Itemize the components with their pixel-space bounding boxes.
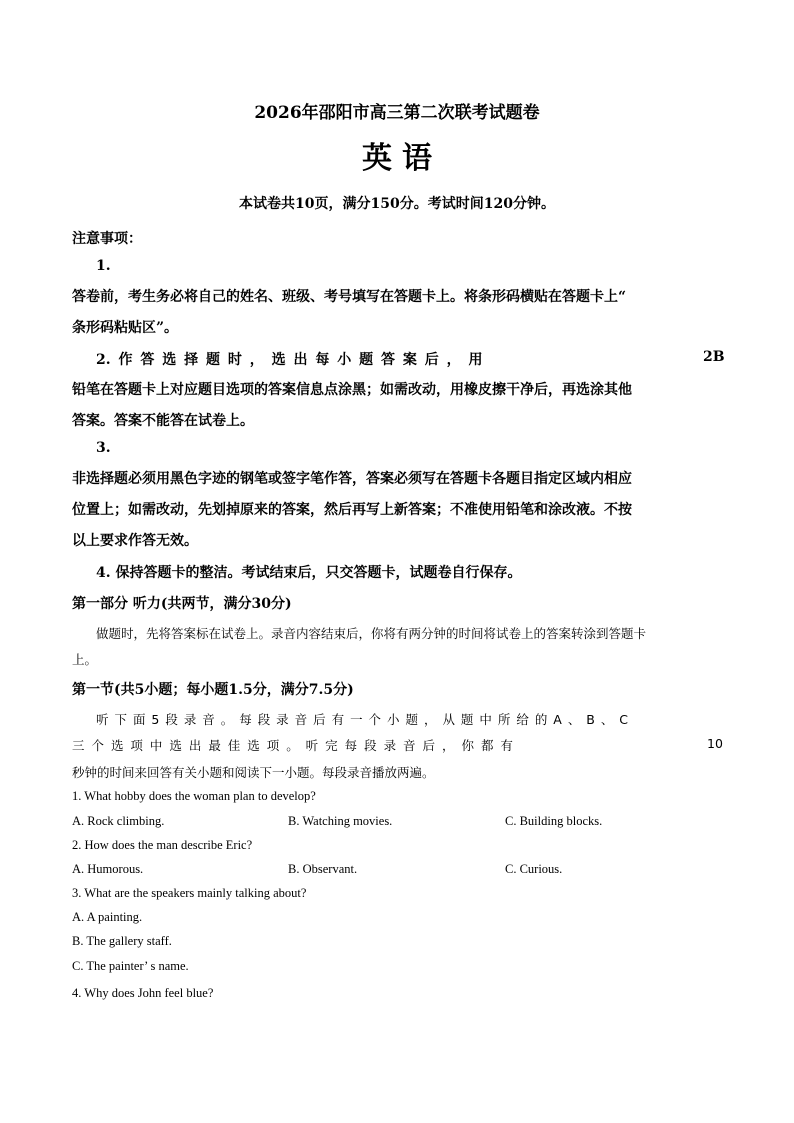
- question-1-option-a: A. Rock climbing.: [72, 814, 165, 828]
- notice-item-1-line-2: 条形码粘贴区”。: [72, 320, 179, 336]
- exam-title: 2026年邵阳市高三第二次联考试题卷: [254, 103, 540, 123]
- question-2-option-b: B. Observant.: [288, 862, 358, 876]
- notice-item-3-number: 3.: [96, 440, 111, 456]
- notice-item-1-number: 1.: [96, 258, 111, 274]
- question-3-option-c: C. The painter’ s name.: [72, 959, 189, 973]
- subject-title: 英语: [362, 141, 442, 176]
- notice-item-1-line-1: 答卷前，考生务必将自己的姓名、班级、考号填写在答题卡上。将条形码横贴在答题卡上“: [72, 289, 627, 305]
- question-1-option-b: B. Watching movies.: [288, 814, 393, 828]
- notice-item-4: 4. 保持答题卡的整洁。考试结束后，只交答题卡，试题卷自行保存。: [96, 565, 522, 581]
- question-1-option-c: C. Building blocks.: [505, 814, 603, 828]
- question-3-option-b: B. The gallery staff.: [72, 934, 172, 948]
- notice-heading: 注意事项：: [72, 231, 142, 247]
- question-1-stem: 1. What hobby does the woman plan to develop?: [72, 789, 316, 803]
- question-2-stem: 2. How does the man describe Eric?: [72, 838, 253, 852]
- notice-item-2-line-1-tail: 2B: [703, 349, 725, 365]
- section1-heading: 第一节(共5小题；每小题1.5分，满分7.5分): [72, 682, 354, 698]
- notice-item-2-line-3: 答案。答案不能答在试卷上。: [72, 413, 254, 429]
- question-3-stem: 3. What are the speakers mainly talking about?: [72, 886, 307, 900]
- notice-item-3-line-1: 非选择题必须用黑色字迹的钢笔或签字笔作答，答案必须写在答题卡各题目指定区域内相应: [72, 471, 632, 487]
- part1-intro-line-1: 做题时，先将答案标在试卷上。录音内容结束后，你将有两分钟的时间将试卷上的答案转涂到答题卡: [96, 626, 647, 641]
- section1-instruction-line-1: 听 下 面 5 段 录 音 。 每 段 录 音 后 有 一 个 小 题 ， 从 题 中 所 给 的 A 、 B 、 C: [96, 712, 630, 727]
- notice-item-2-line-2: 铅笔在答题卡上对应题目选项的答案信息点涂黑；如需改动，用橡皮擦干净后，再选涂其他: [72, 382, 632, 398]
- exam-info: 本试卷共10页，满分150分。考试时间120分钟。: [239, 196, 555, 212]
- section1-instruction-line-2: 三 个 选 项 中 选 出 最 佳 选 项 。 听 完 每 段 录 音 后 ， 你 都 有: [72, 738, 515, 753]
- part1-heading: 第一部分 听力(共两节，满分30分): [72, 596, 292, 612]
- question-3-option-a: A. A painting.: [72, 910, 143, 924]
- question-2-option-a: A. Humorous.: [72, 862, 144, 876]
- question-2-option-c: C. Curious.: [505, 862, 563, 876]
- section1-instruction-line-3: 秒钟的时间来回答有关小题和阅读下一小题。每段录音播放两遍。: [72, 765, 435, 780]
- question-4-stem: 4. Why does John feel blue?: [72, 986, 214, 1000]
- section1-instruction-line-2-tail: 10: [707, 736, 723, 751]
- notice-item-2-line-1: 2. 作 答 选 择 题 时 ， 选 出 每 小 题 答 案 后 ， 用: [96, 352, 483, 368]
- notice-item-3-line-3: 以上要求作答无效。: [72, 533, 198, 549]
- notice-item-3-line-2: 位置上；如需改动，先划掉原来的答案，然后再写上新答案；不准使用铅笔和涂改液。不按: [72, 502, 632, 518]
- part1-intro-line-2: 上。: [72, 652, 98, 667]
